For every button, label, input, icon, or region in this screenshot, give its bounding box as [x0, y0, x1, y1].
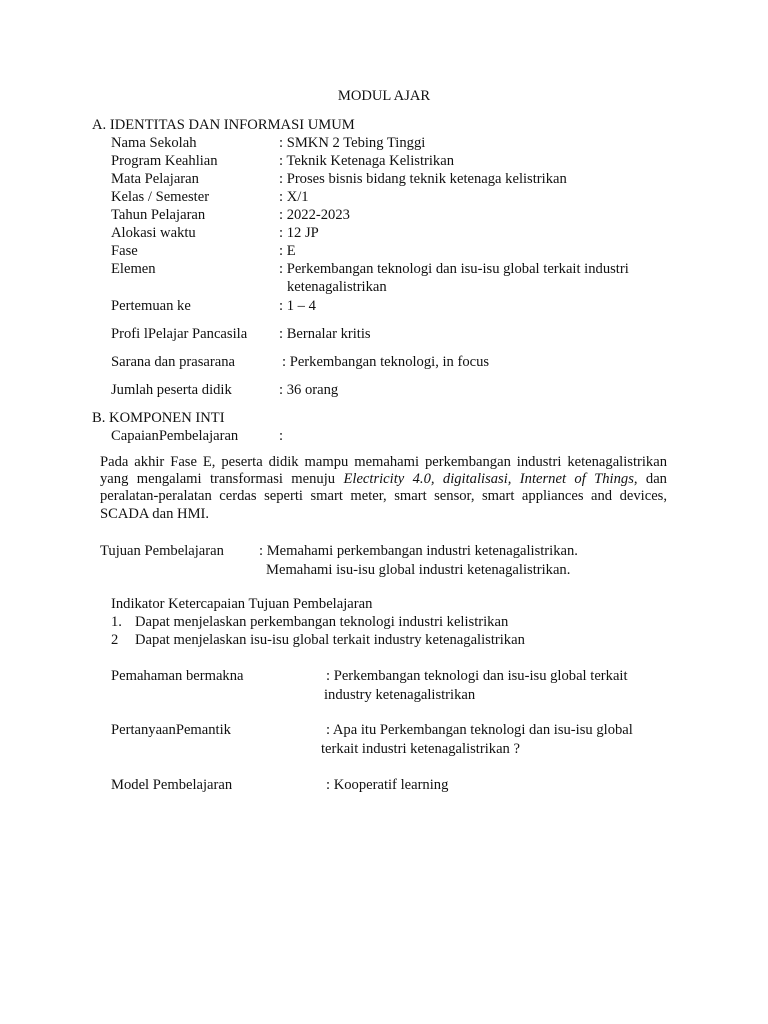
list-item-number: 2 [111, 632, 119, 648]
paragraph-text: Pada akhir Fase E, peserta didik mampu memahami perkembangan industri ketenagalistrikan yang mengalami transformasi menuju [100, 454, 667, 488]
pertanyaan-label: PertanyaanPemantik [111, 722, 231, 738]
row-value: : X/1 [279, 189, 309, 205]
model-value: : Kooperatif learning [326, 777, 449, 793]
list-item: Dapat menjelaskan perkembangan teknologi industri kelistrikan [135, 614, 509, 630]
tujuan-line: Memahami isu-isu global industri ketenagalistrikan. [266, 562, 571, 578]
row-value: : Teknik Ketenaga Kelistrikan [279, 153, 454, 169]
pertanyaan-line: : Apa itu Perkembangan teknologi dan isu-isu global [326, 722, 633, 738]
row-value: : E [279, 243, 296, 259]
tujuan-label: Tujuan Pembelajaran [100, 543, 224, 559]
capaian-label: CapaianPembelajaran [111, 428, 239, 444]
row-label: Profi lPelajar Pancasila [111, 326, 248, 342]
pemahaman-line: industry ketenagalistrikan [324, 687, 476, 703]
tujuan-line: : Memahami perkembangan industri ketenagalistrikan. [259, 543, 578, 559]
paragraph-italic: Electricity 4.0, digitalisasi, Internet of Things [343, 471, 634, 488]
row-value: : 12 JP [279, 225, 319, 241]
row-value: : Bernalar kritis [279, 326, 371, 342]
row-value-continuation: ketenagalistrikan [287, 279, 387, 295]
row-label: Sarana dan prasarana [111, 354, 235, 370]
row-label: Jumlah peserta didik [111, 382, 232, 398]
list-item-number: 1. [111, 614, 122, 630]
capaian-paragraph [100, 454, 667, 523]
row-label: Elemen [111, 261, 156, 277]
row-label: Tahun Pelajaran [111, 207, 206, 223]
row-value: : 2022-2023 [279, 207, 350, 223]
section-b-heading: B. KOMPONEN INTI [92, 410, 225, 426]
document-title: MODUL AJAR [337, 88, 431, 104]
model-label: Model Pembelajaran [111, 777, 233, 793]
pemahaman-label: Pemahaman bermakna [111, 668, 244, 684]
indikator-heading: Indikator Ketercapaian Tujuan Pembelajaran [111, 596, 373, 612]
row-value: : SMKN 2 Tebing Tinggi [279, 135, 426, 151]
row-value: : Perkembangan teknologi, in focus [282, 354, 490, 370]
capaian-colon: : [279, 428, 284, 444]
row-label: Pertemuan ke [111, 298, 191, 314]
row-label: Fase [111, 243, 138, 259]
row-label: Kelas / Semester [111, 189, 210, 205]
pertanyaan-line: terkait industri ketenagalistrikan ? [321, 741, 520, 757]
row-label: Program Keahlian [111, 153, 218, 169]
row-value: : 1 – 4 [279, 298, 316, 314]
row-value: : Proses bisnis bidang teknik ketenaga kelistrikan [279, 171, 567, 187]
list-item: Dapat menjelaskan isu-isu global terkait industry ketenagalistrikan [135, 632, 525, 648]
pemahaman-line: : Perkembangan teknologi dan isu-isu global terkait [326, 668, 628, 684]
row-label: Mata Pelajaran [111, 171, 199, 187]
row-label: Nama Sekolah [111, 135, 197, 151]
section-a-heading: A. IDENTITAS DAN INFORMASI UMUM [92, 117, 355, 133]
row-value: : 36 orang [279, 382, 339, 398]
paragraph-text: , dan peralatan-peralatan cerdas seperti smart meter, smart sensor, smart appliances and devices, SCADA dan HMI. [100, 471, 667, 522]
row-label: Alokasi waktu [111, 225, 196, 241]
row-value: : Perkembangan teknologi dan isu-isu global terkait industri [279, 261, 629, 277]
